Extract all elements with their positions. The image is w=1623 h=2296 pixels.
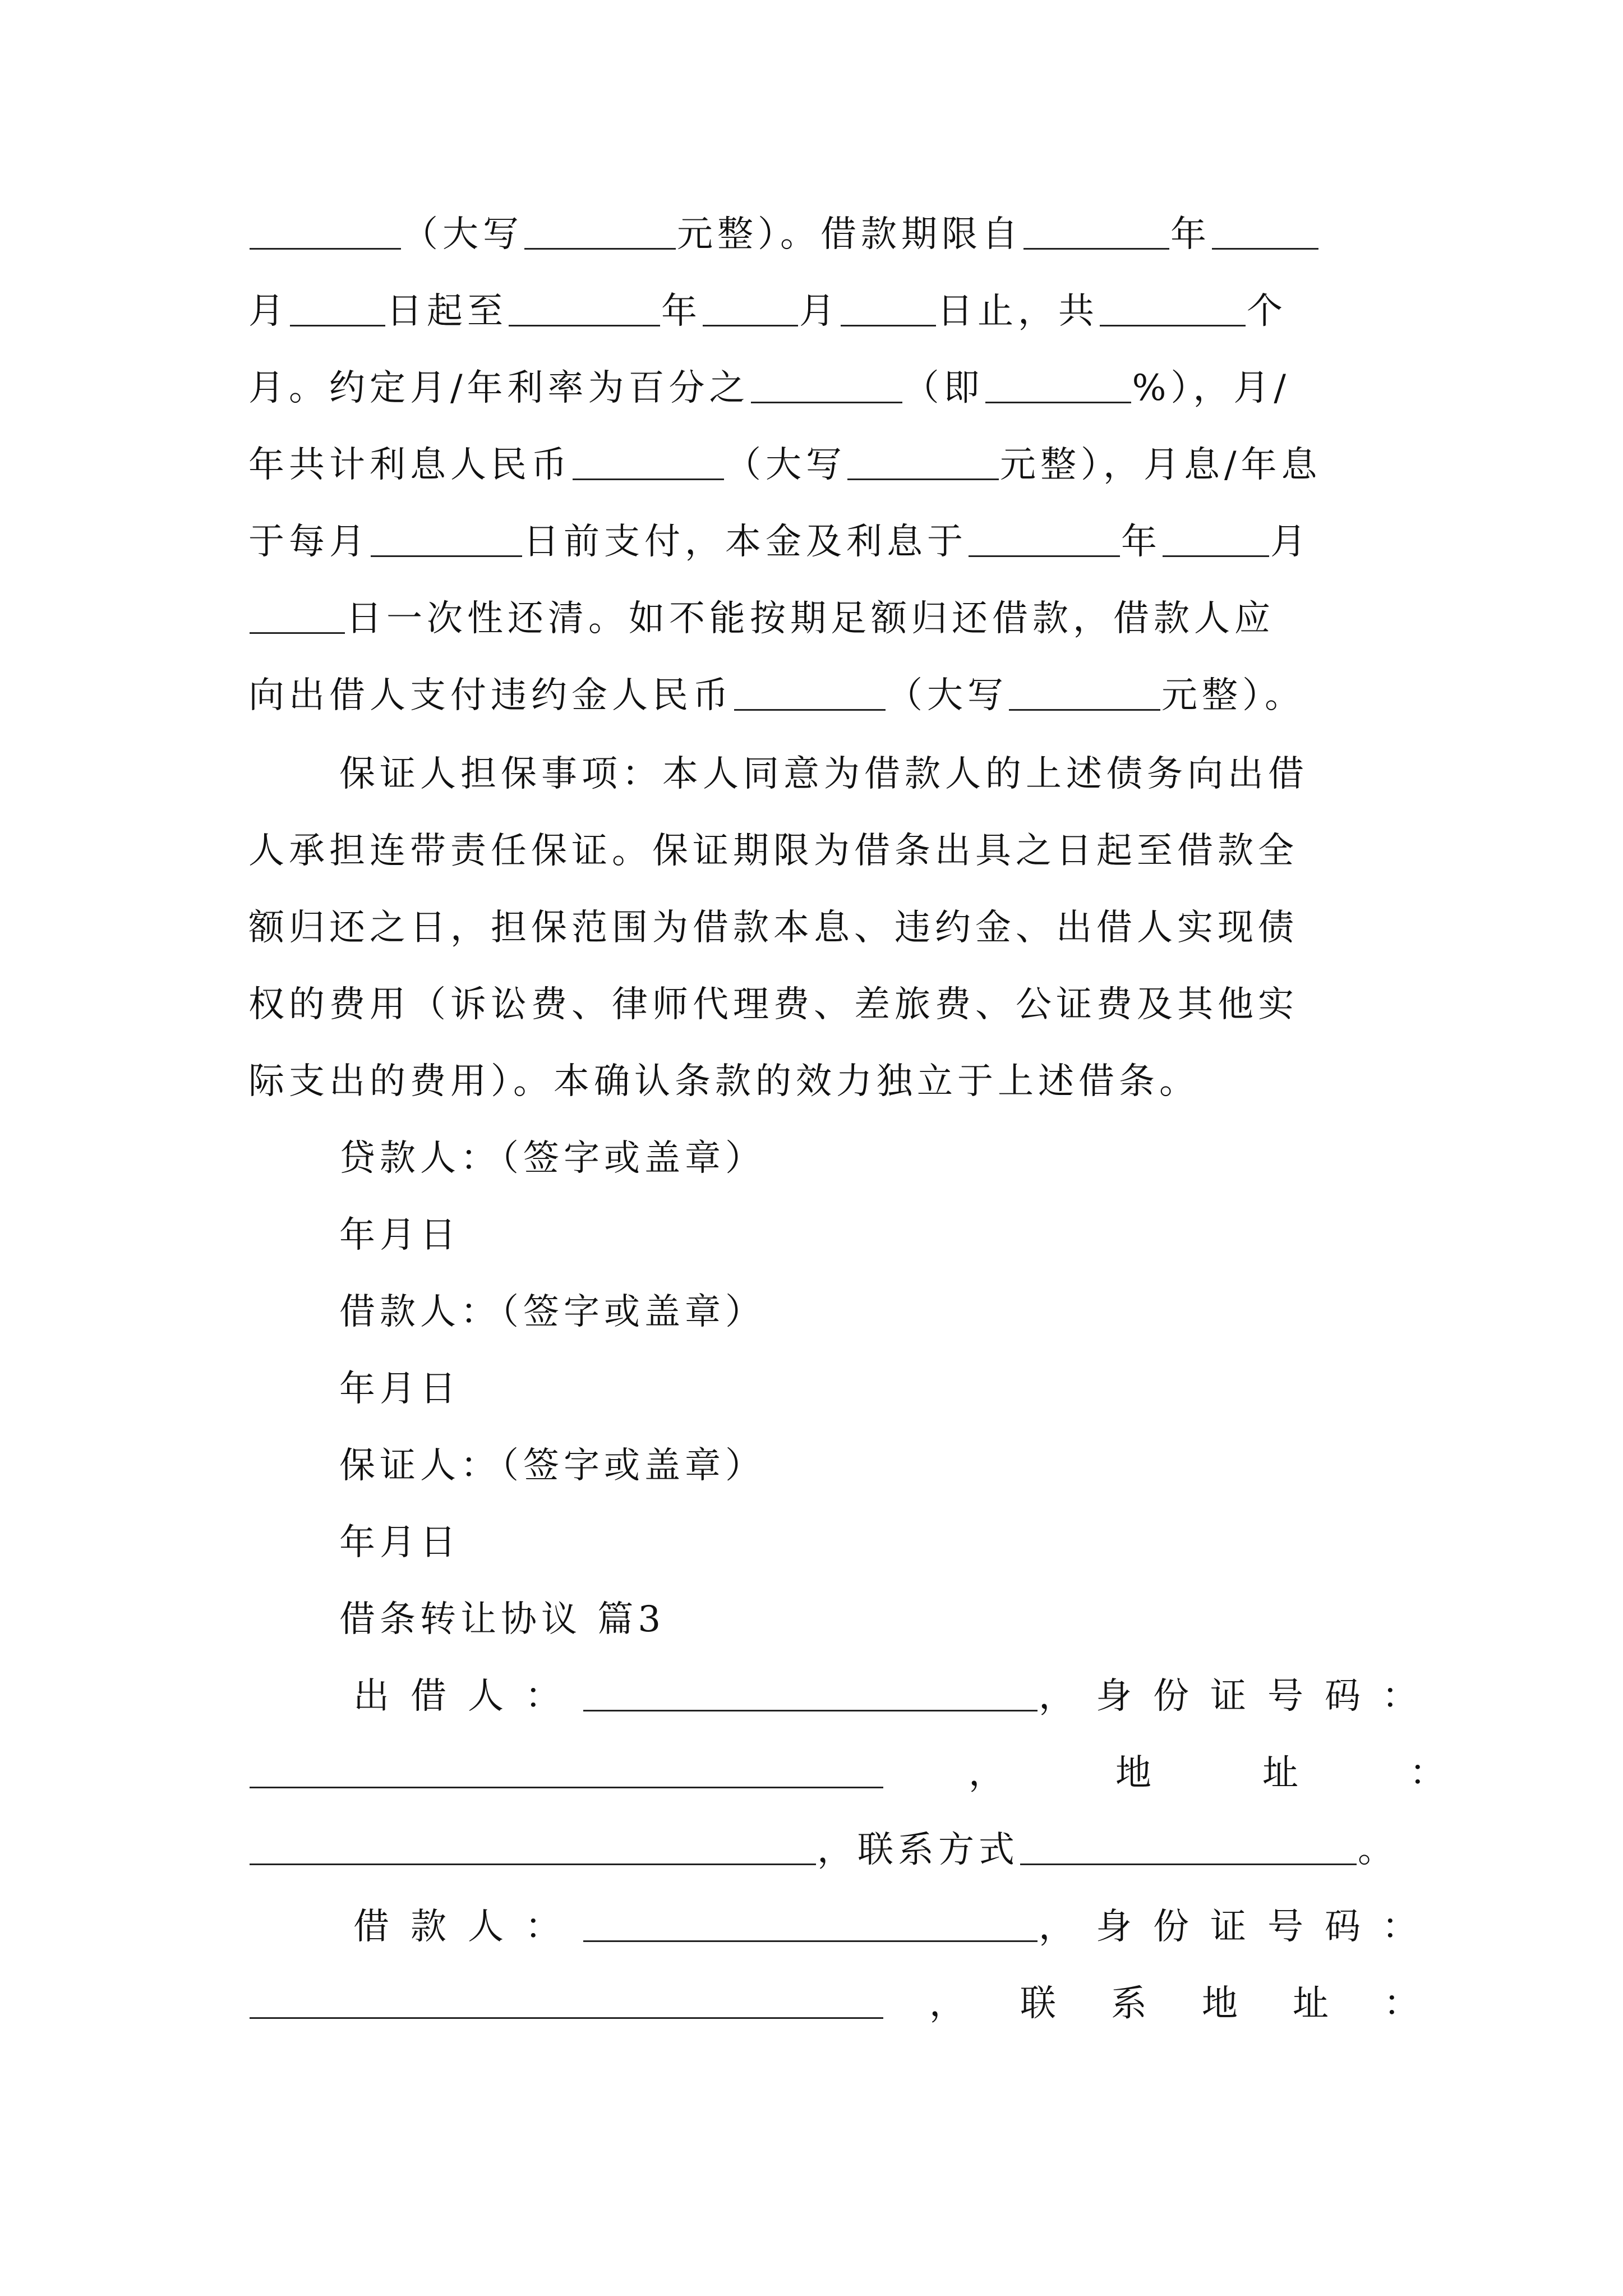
start-year-blank <box>1023 214 1169 250</box>
guarantee-line-1: 保证人担保事项：本人同意为借款人的上述债务向出借 <box>339 753 1308 795</box>
text-segment: 元整），月息/年息 <box>1000 444 1322 486</box>
loan-terms-line-6 <box>248 592 1386 646</box>
end-year-blank <box>509 291 660 326</box>
loan-terms-line-4 <box>248 438 1386 492</box>
text-segment: （大写 <box>887 675 1008 716</box>
text-segment: ， <box>969 1752 1009 1794</box>
text-segment: 年 <box>1121 521 1161 563</box>
repay-day-blank <box>250 599 345 634</box>
text-segment: 联 <box>1020 1983 1061 2024</box>
text-segment: （大写 <box>402 214 523 255</box>
lender-label: 出借人： <box>353 1676 582 1717</box>
text-segment: （大写 <box>725 444 846 486</box>
lender-address-blank <box>250 1830 816 1865</box>
text-segment: 地 <box>1202 1983 1242 2024</box>
lender-id-blank <box>250 1753 883 1788</box>
text-segment: 元整）。 <box>1161 675 1305 716</box>
loan-terms-line-7 <box>248 669 1386 723</box>
loan-terms-line-2 <box>248 284 1386 338</box>
guarantor-signature: 保证人：（签字或盖章） <box>339 1445 766 1487</box>
borrower-date: 年月日 <box>339 1368 460 1410</box>
borrower-party-line-2 <box>248 1977 1424 2031</box>
text-segment: 系 <box>1111 1983 1151 2024</box>
interest-words-blank <box>847 445 999 480</box>
guarantee-line-3: 额归还之日，担保范围为借款本息、违约金、出借人实现债 <box>248 907 1298 949</box>
text-segment: ： <box>1409 1752 1450 1794</box>
borrower-id-blank <box>250 1984 883 2019</box>
text-segment: 于每月 <box>248 521 370 563</box>
lender-party-line-1 <box>353 1669 1439 1723</box>
text-segment: 月。约定月/年利率为百分之 <box>248 367 750 409</box>
guarantee-line-2: 人承担连带责任保证。保证期限为借条出具之日起至借款全 <box>248 830 1298 872</box>
lender-contact-blank <box>1020 1830 1357 1865</box>
guarantor-date: 年月日 <box>339 1522 460 1563</box>
loan-terms-line-5 <box>248 515 1386 569</box>
end-day-blank <box>841 291 936 326</box>
loan-terms-line-3 <box>248 361 1386 415</box>
text-segment: 日止，共 <box>937 291 1099 332</box>
guarantee-line-4: 权的费用（诉讼费、律师代理费、差旅费、公证费及其他实 <box>248 984 1298 1025</box>
text-segment: 址 <box>1262 1752 1303 1794</box>
section-title: 借条转让协议 篇3 <box>339 1599 666 1640</box>
lender-date: 年月日 <box>339 1214 460 1256</box>
months-blank <box>1100 291 1246 326</box>
text-segment: 。 <box>1358 1829 1398 1871</box>
borrower-name-blank <box>583 1907 1038 1942</box>
amount-blank <box>250 214 401 250</box>
borrower-id-label: ，身份证号码： <box>1039 1906 1439 1948</box>
text-segment: 址 <box>1293 1983 1333 2024</box>
borrower-signature: 借款人：（签字或盖章） <box>339 1291 766 1333</box>
borrower-label: 借款人： <box>353 1906 582 1948</box>
text-segment: 日起至 <box>386 291 508 332</box>
text-segment: 年 <box>661 291 702 332</box>
text-segment: 年 <box>1170 214 1211 255</box>
text-segment: 向出借人支付违约金人民币 <box>248 675 733 716</box>
text-segment: 月 <box>248 291 289 332</box>
lender-name-blank <box>583 1676 1038 1711</box>
lender-signature: 贷款人：（签字或盖章） <box>339 1138 766 1179</box>
text-segment: 年共计利息人民币 <box>248 444 571 486</box>
text-segment: 日前支付，本金及利息于 <box>523 521 967 563</box>
borrower-party-line-1 <box>353 1900 1439 1954</box>
start-month-blank <box>1212 214 1318 250</box>
pay-day-blank <box>371 522 522 557</box>
repay-month-blank <box>1163 522 1269 557</box>
end-month-blank <box>703 291 798 326</box>
lender-party-line-3 <box>248 1823 1398 1877</box>
repay-year-blank <box>969 522 1120 557</box>
guarantee-line-5: 际支出的费用）。本确认条款的效力独立于上述借条。 <box>248 1061 1200 1102</box>
penalty-blank <box>734 675 886 711</box>
rate-percent-blank <box>985 368 1131 403</box>
text-segment: ： <box>1384 1983 1424 2024</box>
loan-terms-line-1 <box>248 208 1386 261</box>
interest-blank <box>573 445 724 480</box>
lender-contact-label: ，联系方式 <box>817 1829 1019 1871</box>
amount-words-blank <box>524 214 676 250</box>
text-segment: 个 <box>1247 291 1287 332</box>
lender-id-label: ，身份证号码： <box>1039 1676 1439 1717</box>
text-segment: ， <box>929 1983 970 2024</box>
penalty-words-blank <box>1009 675 1160 711</box>
start-day-blank <box>290 291 385 326</box>
text-segment: 月 <box>799 291 840 332</box>
lender-party-line-2 <box>248 1746 1450 1800</box>
text-segment: （即 <box>903 367 984 409</box>
rate-blank <box>751 368 902 403</box>
text-segment: 月 <box>1270 521 1311 563</box>
text-segment: 地 <box>1115 1752 1156 1794</box>
text-segment: %），月/ <box>1132 367 1290 409</box>
text-segment: 元整）。借款期限自 <box>677 214 1022 255</box>
text-segment: 日一次性还清。如不能按期足额归还借款，借款人应 <box>346 598 1275 639</box>
